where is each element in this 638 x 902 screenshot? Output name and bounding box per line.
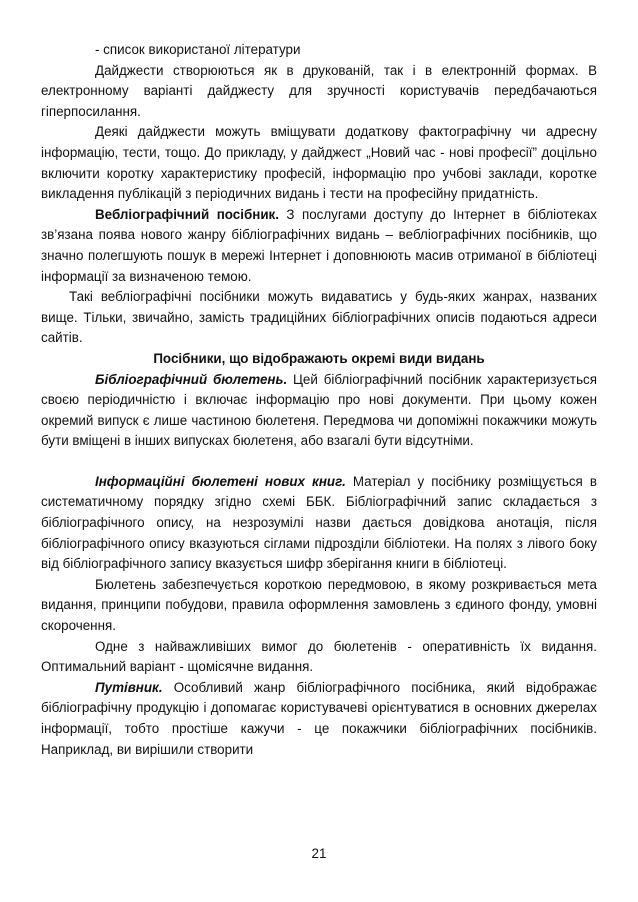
paragraph-spacer bbox=[41, 452, 597, 472]
term-bibliographic-bulletin: Бібліографічний бюлетень. bbox=[95, 371, 288, 387]
paragraph-digest-forms: Дайджести створюються як в друкованій, так і в електронній формах. В електронному варіанті дайджесту для зручності користувачів передбачаються гіперпосилання. bbox=[41, 62, 597, 119]
paragraph-bulletin-requirements: Одне з найважливіших вимог до бюлетенів - оперативність їх видання. Оптимальний варіант - щомісячне видання. bbox=[41, 638, 597, 675]
paragraph-bulletin-preface: Бюлетень забезпечується короткою передмовою, в якому розкривається мета видання, принципи побудови, правила оформлення замовлень з єдиного фонду, умовні скорочення. bbox=[41, 576, 597, 634]
text-bibliographic-bulletin: Цей бібліографічний посібник характеризується своєю періодичністю і включає інформацію про нові документи. При цьому кожен окремий випуск є лише частиною бюлетеня. Передмова чи допоміжні покажчики можуть бути вміщені в інших випусках бюлетеня, або взагалі бути відсутніми. bbox=[41, 371, 597, 449]
paragraph-webliographic-genres: Такі вебліографічні посібники можуть видаватись у будь-яких жанрах, названих вище. Тільки, звичайно, замість традиційних бібліографічних описів подаються адреси сайтів. bbox=[41, 289, 597, 346]
document-page bbox=[41, 40, 597, 760]
paragraph-list-item: - список використаної літератури bbox=[95, 42, 301, 57]
paragraph-bibliographic-bulletin bbox=[41, 370, 597, 452]
paragraph-new-books-bulletins bbox=[41, 472, 597, 575]
paragraph-guide bbox=[41, 678, 597, 760]
term-guide: Путівник. bbox=[95, 679, 163, 695]
text-webliographic-guide: З послугами доступу до Інтернет в бібліотеках зв’язана поява нового жанру бібліографічних видань – вебліографічних посібників, що значно полегшують пошук в мережі Інтернет і доповнюють масив отриманої в бібліотеці інформації за визначеною темою. bbox=[41, 206, 597, 284]
paragraph-digest-additional-info: Деякі дайджести можуть вміщувати додаткову фактографічну чи адресну інформацію, тести, тощо. До прикладу, у дайджест „Новий час - нові професії” доцільно включити коротку характеристику професій, інформацію про учбові заклади, коротке викладення публікацій з періодичних видань і тести на професійну придатність. bbox=[41, 124, 597, 202]
term-webliographic-guide: Вебліографічний посібник. bbox=[95, 206, 279, 222]
term-new-books-bulletins: Інформаційні бюлетені нових книг. bbox=[95, 473, 346, 489]
text-guide: Особливий жанр бібліографічного посібника, який відображає бібліографічну продукцію і допомагає користувачеві орієнтуватися в основних джерелах інформації, тобто простіше кажучи - це покажчики бібліографічних посібників. Наприклад, ви вирішили створити bbox=[41, 679, 597, 757]
paragraph-webliographic-guide bbox=[41, 205, 597, 287]
section-heading: Посібники, що відображають окремі види видань bbox=[153, 350, 485, 366]
text-new-books-bulletins: Матеріал у посібнику розміщується в систематичному порядку згідно схемі ББК. Бібліографічний запис складається з бібліографічного опису, на незрозумілі назви дається довідкова анотація, після бібліографічного опису вказуються сіглами підрозділи бібліотеки. На полях з лівого боку від бібліографічного запису вказується шифр зберігання книги в бібліотеці. bbox=[41, 473, 597, 572]
page-number: 21 bbox=[311, 846, 327, 861]
